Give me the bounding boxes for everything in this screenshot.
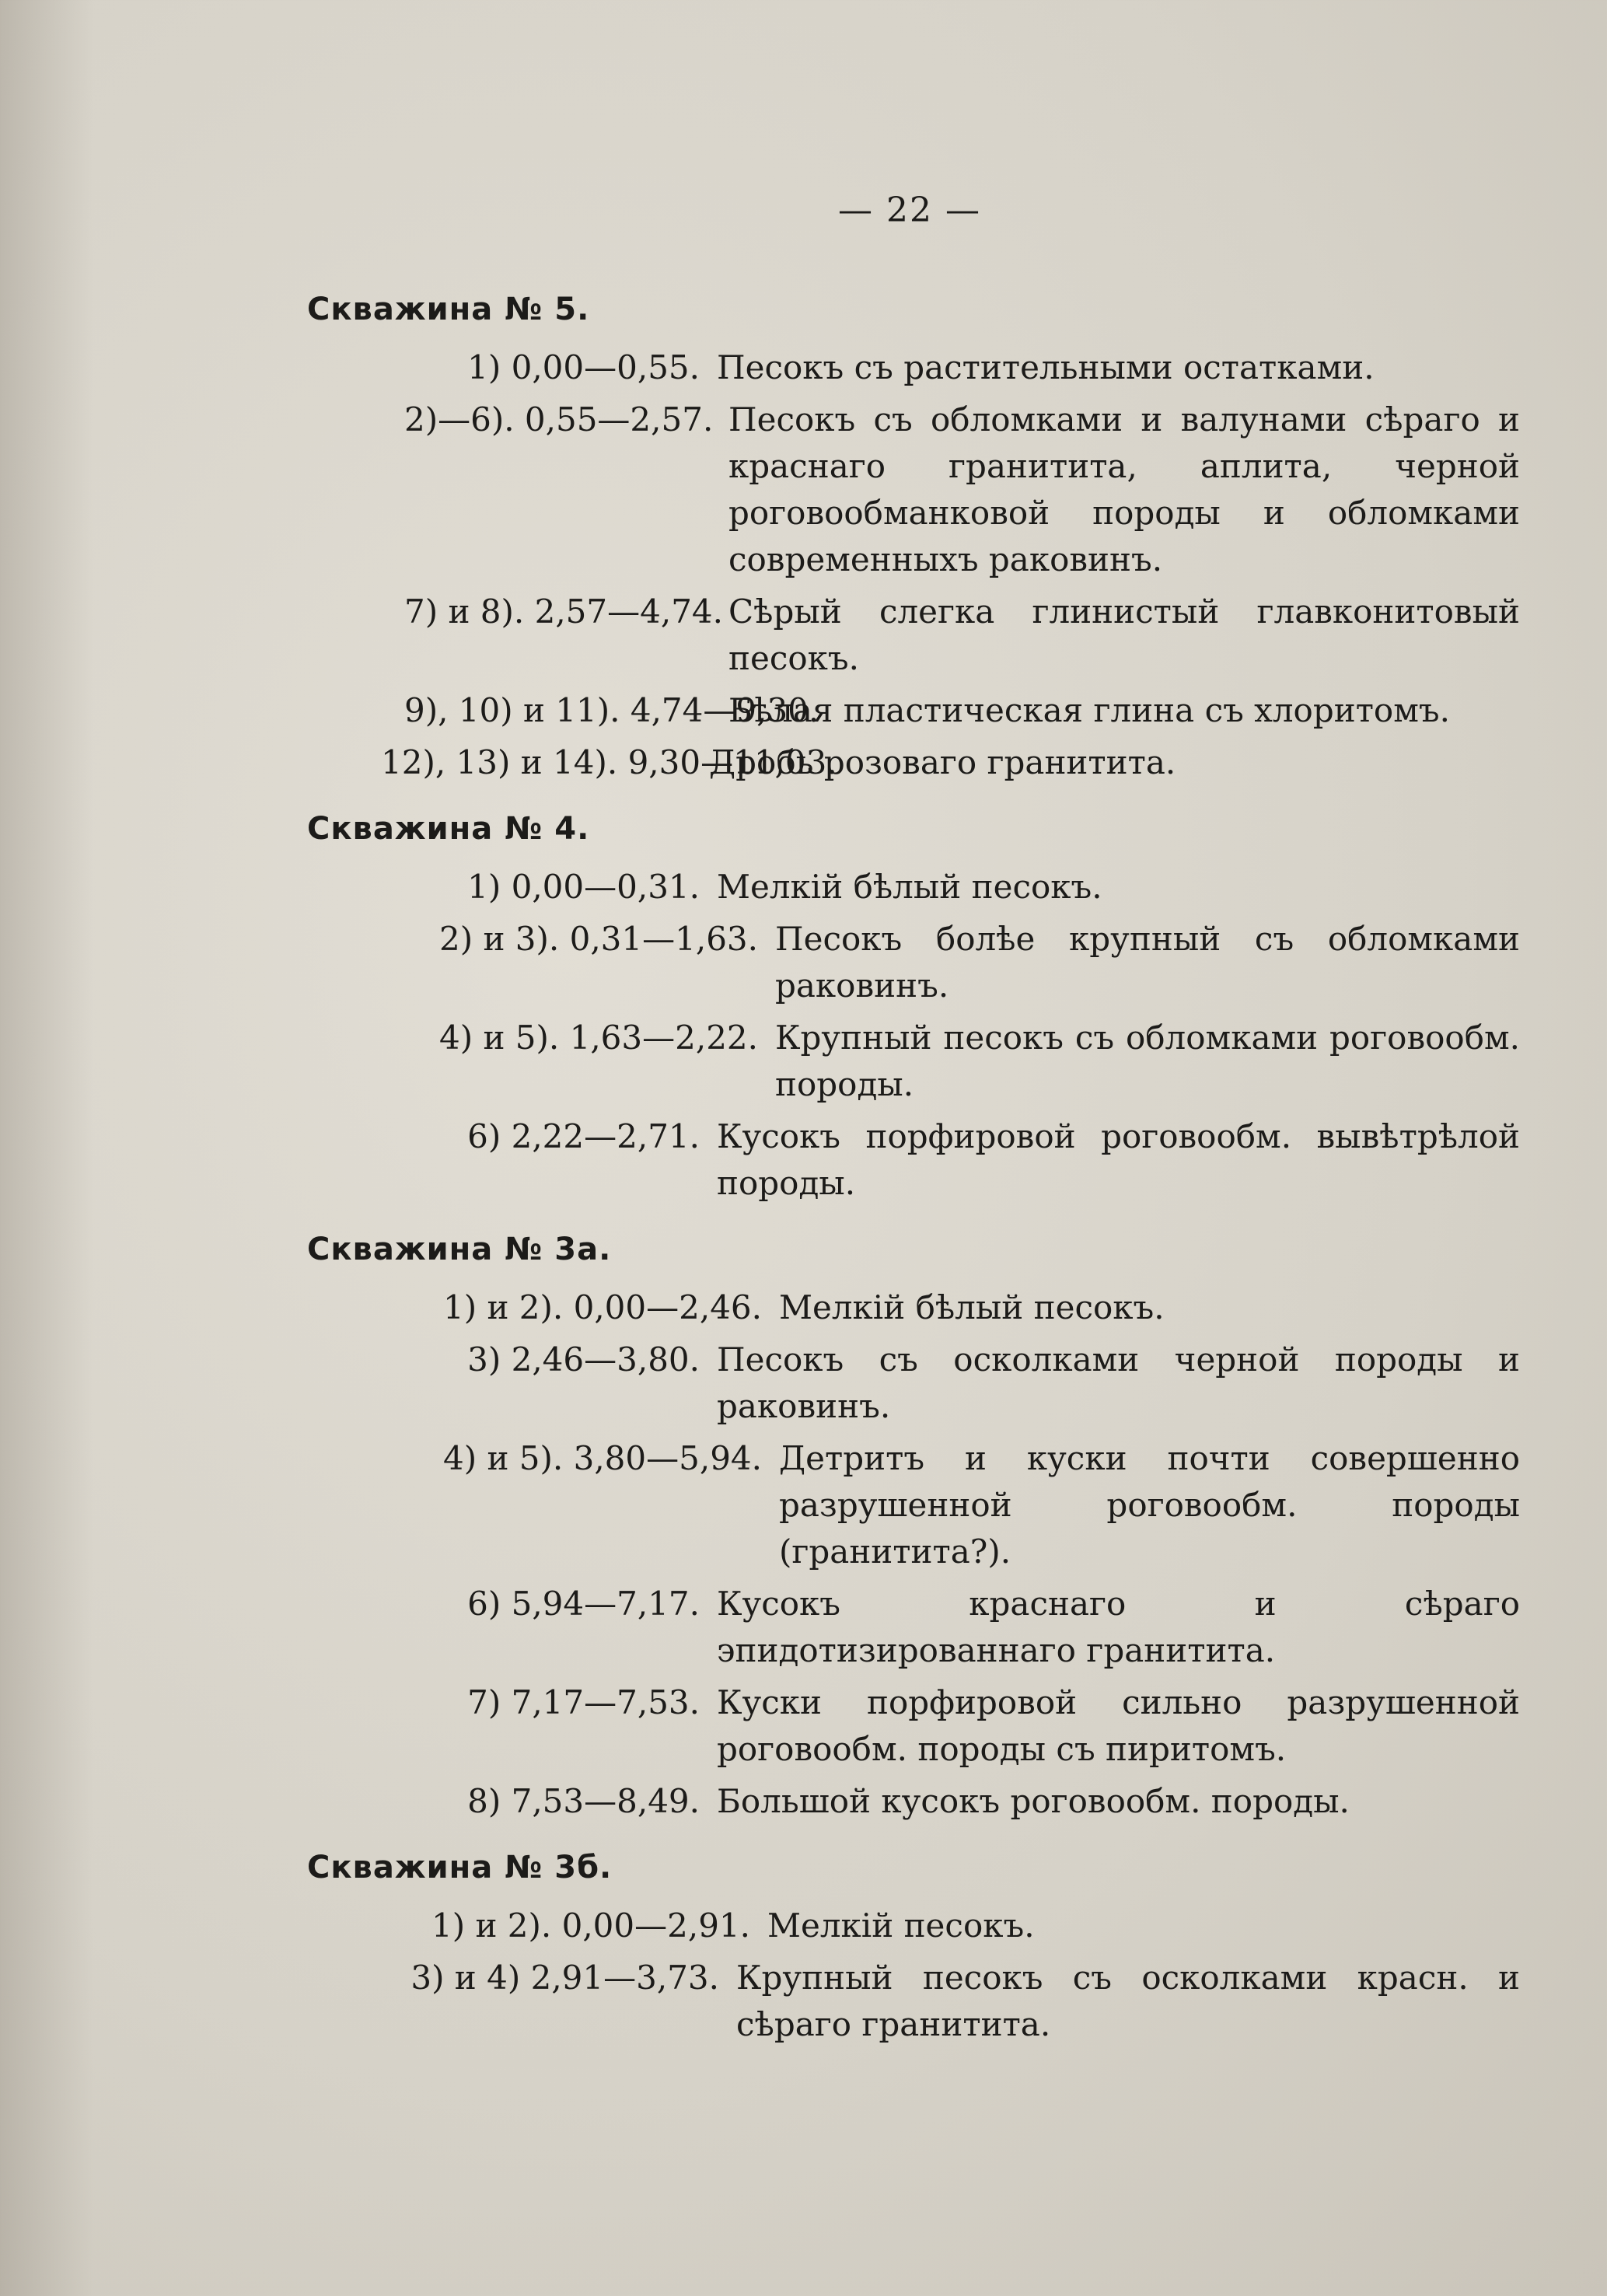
sample-depth-range: 1) 0,00—0,55.: [467, 348, 700, 386]
sample-entry: [307, 1955, 1520, 2048]
sample-description: Большой кусокъ роговообм. породы.: [717, 1782, 1350, 1820]
well-section: [307, 1224, 1520, 1825]
sample-description: Кусокъ краснаго и сѣраго эпидотизированнаго гранитита.: [717, 1585, 1520, 1669]
sample-depth-range: 1) 0,00—0,31.: [467, 868, 700, 906]
sample-description: Куски порфировой сильно разрушенной роговообм. породы съ пиритомъ.: [717, 1683, 1520, 1768]
sample-entry: [307, 687, 1520, 734]
well-section: [307, 803, 1520, 1207]
sample-depth-range: 4) и 5). 3,80—5,94.: [443, 1439, 762, 1477]
sample-depth-range: 7) 7,17—7,53.: [467, 1683, 700, 1721]
sample-description: Крупный песокъ съ осколками красн. и сѣраго гранитита.: [736, 1959, 1520, 2043]
sample-entry: [307, 1113, 1520, 1207]
sample-depth-range: 8) 7,53—8,49.: [467, 1782, 700, 1820]
sample-depth-range: 1) и 2). 0,00—2,46.: [443, 1288, 762, 1326]
sample-depth-range: 6) 2,22—2,71.: [467, 1117, 700, 1155]
sample-depth-range: 9), 10) и 11). 4,74—9,30.: [404, 691, 819, 729]
sample-description: Сѣрый слегка глинистый главконитовый песокъ.: [728, 592, 1520, 677]
sample-entry: [307, 864, 1520, 910]
sample-depth-range: 4) и 5). 1,63—2,22.: [439, 1019, 758, 1057]
well-section: [307, 284, 1520, 786]
sample-depth-range: 3) 2,46—3,80.: [467, 1340, 700, 1379]
sample-depth-range: 1) и 2). 0,00—2,91.: [431, 1906, 750, 1945]
well-heading: Скважина № 4.: [307, 811, 590, 847]
sample-entry: [307, 1015, 1520, 1108]
sample-depth-range: 2)—6). 0,55—2,57.: [404, 400, 714, 439]
sample-depth-range: 6) 5,94—7,17.: [467, 1585, 700, 1623]
sample-description: Кусокъ порфировой роговообм. вывѣтрѣлой породы.: [717, 1117, 1520, 1202]
sample-entry: [307, 1679, 1520, 1773]
sample-depth-range: 7) и 8). 2,57—4,74.: [404, 592, 723, 631]
sample-description: Песокъ съ осколками черной породы и раковинъ.: [717, 1340, 1520, 1425]
sample-entry: [307, 1284, 1520, 1331]
page-number: — 22 —: [838, 190, 981, 230]
sample-depth-range: 12), 13) и 14). 9,30—11,03.: [381, 743, 837, 781]
sample-entry: [307, 1337, 1520, 1430]
well-section: [307, 1842, 1520, 2048]
sample-description: Мелкій бѣлый песокъ.: [779, 1288, 1165, 1326]
sample-description: Крупный песокъ съ обломками роговообм. породы.: [775, 1019, 1520, 1103]
sample-description: Песокъ съ обломками и валунами сѣраго и краснаго гранитита, аплита, черной роговообманковой породы и обломками современныхъ раковинъ.: [728, 400, 1520, 578]
sample-entry: [307, 1903, 1520, 1949]
sample-description: Дробь розоваго гранитита.: [709, 743, 1176, 781]
sample-description: Песокъ болѣе крупный съ обломками раковинъ.: [775, 920, 1520, 1005]
sample-description: Бѣлая пластическая глина съ хлоритомъ.: [728, 691, 1450, 729]
sample-entry: [307, 1581, 1520, 1674]
sample-depth-range: 3) и 4) 2,91—3,73.: [410, 1959, 719, 1997]
sample-description: Мелкій бѣлый песокъ.: [717, 868, 1102, 906]
well-heading: Скважина № 3а.: [307, 1232, 612, 1267]
sample-entry: [307, 1435, 1520, 1575]
well-heading: Скважина № 3б.: [307, 1850, 613, 1885]
sample-description: Песокъ съ растительными остатками.: [717, 348, 1375, 386]
sample-entry: [307, 739, 1520, 786]
well-heading: Скважина № 5.: [307, 292, 590, 327]
sample-entry: [307, 589, 1520, 682]
sample-entry: [307, 344, 1520, 391]
sample-description: Детритъ и куски почти совершенно разрушенной роговообм. породы (гранитита?).: [779, 1439, 1520, 1571]
sample-depth-range: 2) и 3). 0,31—1,63.: [439, 920, 758, 958]
sample-description: Мелкій песокъ.: [767, 1906, 1035, 1945]
page-shadow: [0, 0, 93, 2296]
sample-entry: [307, 397, 1520, 583]
page-body: [307, 284, 1520, 2065]
sample-entry: [307, 916, 1520, 1009]
sample-entry: [307, 1778, 1520, 1825]
